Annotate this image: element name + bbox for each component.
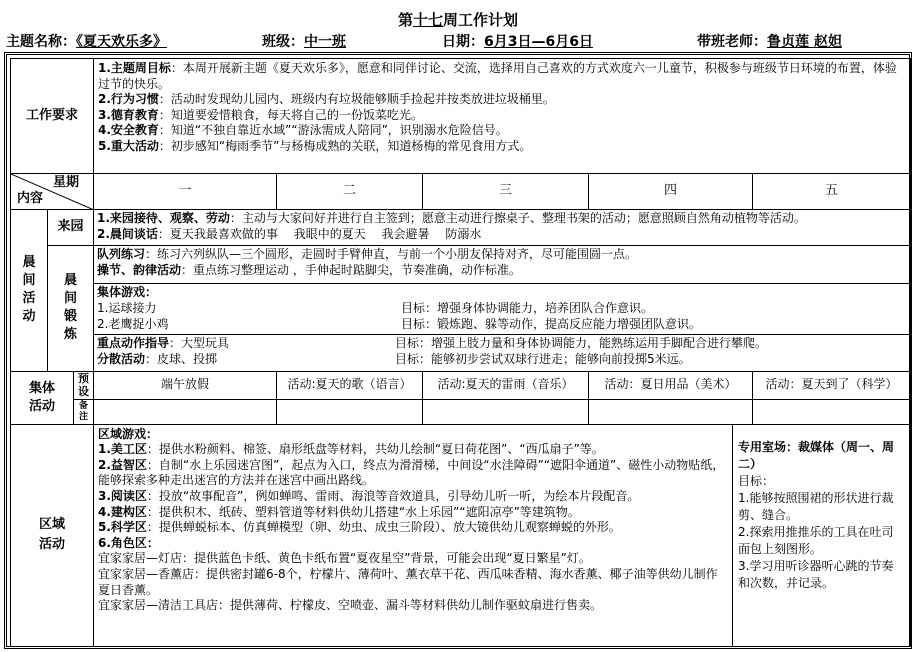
role-item: 宜家家居—灯店：提供蓝色卡纸、黄色卡纸布置“夏夜星空”背景，可能会出现“夏日繁星”灯。 <box>98 551 591 566</box>
plan-table-frame <box>4 52 912 649</box>
special-goal-item: 2.探索用推推乐的工具在吐司面包上刻图形。 <box>738 524 894 556</box>
weekday-1: 一 <box>94 174 277 210</box>
game-item: 1.运球接力 目标：增强身体协调能力，培养团队合作意识。 <box>97 300 654 315</box>
game-item: 2.老鹰捉小鸡 目标：锻炼跑、躲等动作，提高反应能力增强团队意识。 <box>97 316 702 331</box>
area-item: 1.美工区：提供水粉颜料、棉签、扇形纸盘等材料，共幼儿绘制“夏日荷花图”、“西瓜扇子”等。 <box>98 442 604 457</box>
group-activity-day-4: 活动：夏日用品（美术） <box>589 371 753 399</box>
area-item: 3.阅读区：投放“故事配音”，例如蝉鸣、雷雨、海浪等音效道具，引导幼儿听一听，为绘本片段配音。 <box>98 488 640 503</box>
group-activity-day-2: 活动:夏天的歌（语言） <box>277 371 423 399</box>
date-info: 日期：6月3日—6月6日 <box>442 34 593 50</box>
page-title: 第十七周工作计划 <box>397 11 519 29</box>
note-day-1 <box>94 399 277 424</box>
role-item: 宜家家居—清洁工具店：提供薄荷、柠檬皮、空喷壶、漏斗等材料供幼儿制作驱蚊扇进行售卖。 <box>98 598 603 613</box>
week-number: 十七 <box>412 11 443 29</box>
arrival-content <box>94 210 911 246</box>
work-requirements-content <box>94 59 911 174</box>
plan-table <box>10 58 911 647</box>
note-day-2 <box>277 399 423 424</box>
morning-exercise-label: 晨间锻炼 <box>48 246 94 372</box>
note-day-4 <box>589 399 753 424</box>
group-activity-day-3: 活动:夏天的雷雨（音乐） <box>423 371 589 399</box>
group-activity-day-5: 活动：夏天到了（科学） <box>753 371 911 399</box>
group-activity-label: 集体活动 <box>11 371 74 424</box>
weekday-4: 四 <box>589 174 753 210</box>
teacher-info: 带班老师：鲁贞莲 赵妲 <box>697 34 842 50</box>
arrival-label: 来园 <box>48 210 94 246</box>
weekday-5: 五 <box>753 174 911 210</box>
preset-label: 预设 <box>74 371 94 399</box>
class-info: 班级：中一班 <box>262 34 346 50</box>
special-room-content <box>733 424 911 646</box>
role-item: 宜家家居—香薰店：提供密封罐6-8个，柠檬片、薄荷叶、薰衣草干花、西瓜味香精、海水香薰、椰子油等供幼儿制作夏日香薰。 <box>98 566 718 597</box>
rhythm-item: 操节、韵律活动：重点练习整理运动 ，手伸起时踮脚尖，节奏准确，动作标准。 <box>97 262 521 277</box>
arrival-item: 1.来园接待、观察、劳动：主动与大家问好并进行自主签到；愿意主动进行擦桌子、整理书架的活动；愿意照顾自然角动植物等活动。 <box>97 211 806 225</box>
work-item: 1.主题周目标：本周开展新主题《夏天欢乐多》，愿意和同伴讨论、交流，选择用自己喜欢的方式欢度六一儿童节，积极参与班级节日环境的布置，体验过节的快乐。 <box>98 61 897 91</box>
area-item: 2.益智区：自制“水上乐园迷宫图”，起点为入口，终点为滑滑梯，中间设“水洼障碍”“遮阳伞通道”、磁性小动物贴纸，能够探索多种走出迷宫的方法并在迷宫中画出路线。 <box>98 457 725 488</box>
group-games-title: 集体游戏： <box>97 285 158 299</box>
theme-info: 主题名称：《夏天欢乐多》 <box>6 34 167 50</box>
role-area-title: 6.角色区： <box>98 535 159 550</box>
work-item: 2.行为习惯：活动时发现幼儿园内、班级内有垃圾能够顺手捡起并按类放进垃圾桶里。 <box>98 92 555 107</box>
work-item: 4.安全教育：知道“不独自靠近水域”“游泳需成人陪同”，识别溺水危险信号。 <box>98 123 508 138</box>
work-item: 5.重大活动：初步感知“梅雨季节”与杨梅成熟的关联，知道杨梅的常见食用方式。 <box>98 138 532 153</box>
scatter-item: 分散活动：皮球、投掷 目标：能够初步尝试双球行进走；能够向前投掷5米远。 <box>97 351 691 366</box>
work-requirements-label: 工作要求 <box>11 59 94 174</box>
group-games-content <box>94 284 911 335</box>
group-activity-day-1: 端午放假 <box>94 371 277 399</box>
focus-item: 重点动作指导：大型玩具 目标：增强上肢力量和身体协调能力，能熟练运用手脚配合进行攀爬。 <box>97 335 768 350</box>
special-goal-label: 目标： <box>738 473 775 488</box>
area-item: 5.科学区：提供蝉蜕标本、仿真蝉模型（卵、幼虫、成虫三阶段）、放大镜供幼儿观察蝉蜕的外形。 <box>98 520 621 535</box>
weekday-2: 二 <box>277 174 423 210</box>
focus-content <box>94 334 911 371</box>
arrival-item: 2.晨间谈话：夏天我最喜欢做的事 我眼中的夏天 我会避暑 防溺水 <box>97 226 482 241</box>
special-room-title: 专用室场：裁媒体（周一、周二） <box>738 439 895 471</box>
note-day-3 <box>423 399 589 424</box>
corner-content-label: 内容 <box>17 191 44 207</box>
note-day-5 <box>753 399 911 424</box>
area-games-title: 区域游戏： <box>98 426 159 441</box>
work-item: 3.德育教育：知道要爱惜粮食，每天将自己的一份饭菜吃光。 <box>98 107 423 122</box>
area-games-content <box>94 424 733 646</box>
note-label: 备注 <box>74 399 94 424</box>
special-goal-item: 1.能够按照围裙的形状进行裁剪、缝合。 <box>738 490 894 522</box>
area-item: 4.建构区：提供积木、纸砖、塑料管道等材料供幼儿搭建“水上乐园”“遮阳凉亭”等建筑物。 <box>98 504 580 519</box>
corner-weekday-label: 星期 <box>52 175 79 190</box>
morning-activity-label: 晨间活动 <box>11 210 48 372</box>
weekday-3: 三 <box>423 174 589 210</box>
weekday-corner-cell <box>11 174 94 210</box>
special-goal-item: 3.学习用听诊器听心跳的节奏和次数，并记录。 <box>738 558 894 590</box>
area-activity-label: 区域活动 <box>11 424 94 646</box>
drill-item: 队列练习：练习六列纵队—三个圆形，走圆时手臂伸直，与前一个小朋友保持对齐，尽可能围圆一点。 <box>97 247 638 261</box>
drill-content <box>94 246 911 284</box>
